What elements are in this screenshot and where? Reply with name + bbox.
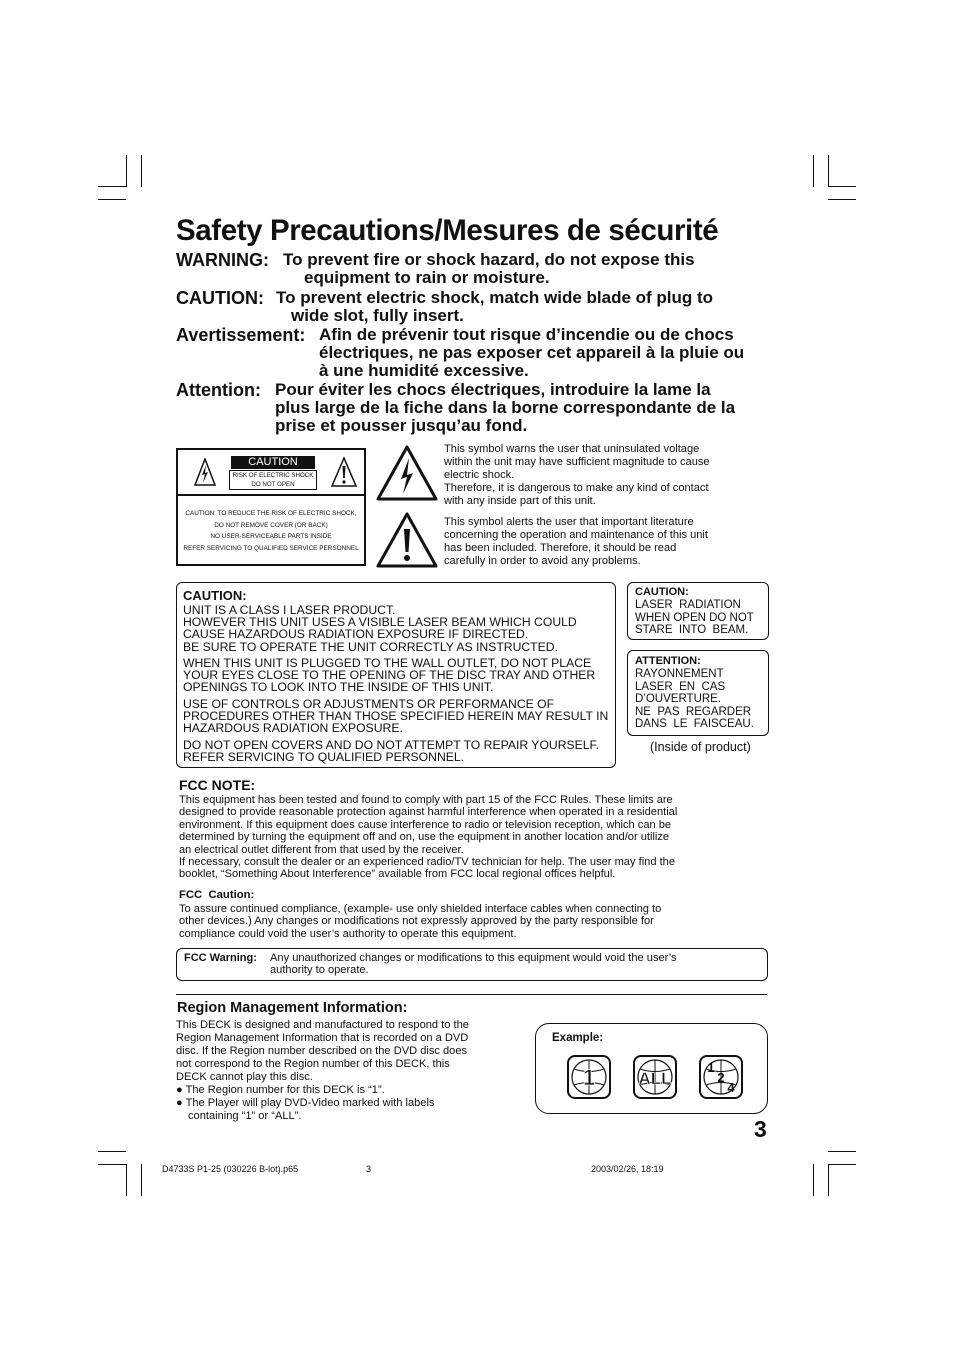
laser-line: HAZARDOUS RADIATION EXPOSURE. <box>183 721 403 736</box>
crop-mark <box>828 1164 856 1165</box>
laser-line: YOUR EYES CLOSE TO THE OPENING OF THE DISC TRAY AND OTHER <box>183 668 596 683</box>
crop-mark <box>98 1164 126 1165</box>
laser-line: USE OF CONTROLS OR ADJUSTMENTS OR PERFORMANCE OF <box>183 697 555 711</box>
region-bullet: ● The Player will play DVD-Video marked with labels <box>176 1097 435 1109</box>
lightning-description: This symbol warns the user that uninsulated voltage within the unit may have sufficient magnitude to cause electric shock. Therefore, it is dangerous to make any kind of contact with any inside part of this unit. <box>444 443 710 507</box>
crop-mark <box>828 199 856 200</box>
crop-mark <box>98 1151 126 1152</box>
crop-mark <box>126 1164 127 1196</box>
footer-page: 3 <box>366 1164 372 1174</box>
crop-mark <box>828 1151 856 1152</box>
laser-line: REFER SERVICING TO QUALIFIED PERSONNEL. <box>183 750 465 765</box>
laser-caution-heading: CAUTION: <box>183 588 247 603</box>
laser-line: WHEN THIS UNIT IS PLUGGED TO THE WALL OUTLET, DO NOT PLACE <box>183 656 592 670</box>
svg-text:4: 4 <box>727 1080 735 1095</box>
region-example-box <box>535 1023 768 1114</box>
crop-mark <box>126 155 127 187</box>
crop-mark <box>828 155 829 187</box>
footer-file: D4733S P1-25 (030226 B-lot).p65 <box>162 1164 299 1174</box>
caution-label-graphic <box>176 448 366 566</box>
example-label: Example: <box>552 1032 604 1044</box>
page-title: Safety Precautions/Mesures de sécurité <box>176 214 719 247</box>
svg-text:1: 1 <box>582 1065 596 1090</box>
crop-mark <box>98 186 126 187</box>
crop-mark <box>141 155 142 187</box>
fcc-caution-text: To assure continued compliance, (example- use only shielded interface cables when connecting to other devices.) Any changes or modifications not expressly approved by the party responsible for compliance could void the user’s authority to operate this equipment. <box>179 903 662 940</box>
fcc-warning-label: FCC Warning: <box>184 952 257 964</box>
region-bullet: ● The Region number for this DECK is “1”. <box>176 1084 385 1096</box>
warning-line: equipment to rain or moisture. <box>304 268 550 287</box>
attention-label: Attention: <box>176 380 261 400</box>
label-line: CAUTION: TO REDUCE THE RISK OF ELECTRIC SHOCK, <box>185 510 357 517</box>
risk-line: RISK OF ELECTRIC SHOCK <box>232 472 314 479</box>
avertissement-line: Afin de prévenir tout risque d’incendie ou de chocs <box>319 325 734 344</box>
warning-label: WARNING: <box>176 250 269 270</box>
attention-line: plus large de la fiche dans la borne correspondante de la <box>275 398 736 417</box>
fcc-warning-box: FCC Warning: Any unauthorized changes or modifications to this equipment would void the user’s authority to operate. <box>176 948 768 981</box>
footer-date: 2003/02/26, 18:19 <box>591 1164 664 1174</box>
inside-product-note: (Inside of product) <box>650 740 751 754</box>
caution-line: wide slot, fully insert. <box>291 306 464 325</box>
fcc-heading: FCC NOTE: <box>179 777 256 793</box>
side-caution-heading: CAUTION: <box>635 586 689 598</box>
crop-mark <box>813 155 814 187</box>
crop-mark <box>141 1164 142 1196</box>
laser-line: PROCEDURES OTHER THAN THOSE SPECIFIED HEREIN MAY RESULT IN <box>183 709 609 724</box>
exclamation-icon <box>331 457 357 487</box>
side-attention-box: ATTENTION: RAYONNEMENT LASER EN CAS D’OUVERTURE. NE PAS REGARDER DANS LE FAISCEAU. <box>627 650 769 736</box>
label-line: REFER SERVICING TO QUALIFIED SERVICE PERSONNEL <box>183 544 359 552</box>
laser-line: UNIT IS A CLASS I LASER PRODUCT. <box>183 603 396 617</box>
laser-line: OPENINGS TO LOOK INTO THE INSIDE OF THIS UNIT. <box>183 680 494 695</box>
lightning-warning-icon <box>375 444 439 502</box>
laser-line: DO NOT OPEN COVERS AND DO NOT ATTEMPT TO REPAIR YOURSELF. <box>183 738 600 752</box>
exclamation-description: This symbol alerts the user that important literature concerning the operation and maintenance of this unit has been included. Therefore, it should be read carefully in order to avoid any problems. <box>444 516 708 567</box>
warning-line: To prevent fire or shock hazard, do not expose this <box>283 250 695 269</box>
crop-mark <box>813 1164 814 1196</box>
laser-caution-box <box>176 582 616 768</box>
side-attention-heading: ATTENTION: <box>635 655 701 667</box>
region-multi-icon <box>698 1054 744 1100</box>
page-number: 3 <box>754 1116 767 1142</box>
avertissement-line: à une humidité excessive. <box>319 361 529 380</box>
laser-line: BE SURE TO OPERATE THE UNIT CORRECTLY AS INSTRUCTED. <box>183 639 558 654</box>
avertissement-line: électriques, ne pas exposer cet appareil à la pluie ou <box>319 343 745 362</box>
fcc-note: This equipment has been tested and found to comply with part 15 of the FCC Rules. These limits are designed to provide reasonable protection against harmful interference when operated in a residential environment. If this equipment does cause interference to radio or television reception, which can be determined by turning the equipment off and on, use the equipment in another location and/or utilize an electrical outlet different from that used by the receiver. If necessary, consult the dealer or an experienced radio/TV technician for help. The user may find the booklet, “Something About Interference” available from FCC local regional offices helpful. <box>179 794 678 881</box>
fcc-caution-heading: FCC Caution: <box>179 889 255 901</box>
side-caution-box: CAUTION: LASER RADIATION WHEN OPEN DO NOT STARE INTO BEAM. <box>627 582 769 640</box>
svg-text:1: 1 <box>707 1060 715 1075</box>
caution-label: CAUTION: <box>176 288 264 308</box>
crop-mark <box>828 186 856 187</box>
lightning-icon <box>194 458 216 486</box>
svg-text:2: 2 <box>717 1070 725 1085</box>
region-heading: Region Management Information: <box>177 1000 408 1016</box>
region-all-icon <box>632 1054 678 1100</box>
exclamation-warning-icon <box>375 511 439 569</box>
risk-line: DO NOT OPEN <box>251 481 295 488</box>
region-1-icon <box>566 1054 612 1100</box>
crop-mark <box>98 199 126 200</box>
crop-mark <box>828 1164 829 1196</box>
attention-line: Pour éviter les chocs électriques, introduire la lame la <box>275 380 711 399</box>
section-divider <box>176 994 767 995</box>
attention-line: prise et pousser jusqu’au fond. <box>275 416 528 435</box>
svg-text:ALL: ALL <box>638 1069 672 1088</box>
laser-line: CAUSE HAZARDOUS RADIATION EXPOSURE IF DIRECTED. <box>183 627 529 642</box>
label-line: NO USER-SERVICEABLE PARTS INSIDE <box>210 533 332 540</box>
caution-line: To prevent electric shock, match wide blade of plug to <box>276 288 714 307</box>
caution-badge: CAUTION <box>231 456 315 469</box>
label-line: DO NOT REMOVE COVER (OR BACK) <box>214 521 328 529</box>
avertissement-label: Avertissement: <box>176 325 306 345</box>
region-text: This DECK is designed and manufactured to respond to the Region Management Information that is recorded on a DVD disc. If the Region number described on the DVD disc does not correspond to the Region number of this DECK, this DECK cannot play this disc. ● The Region number for this DECK is “1”. ● The Player will play DVD-Video marked with labels containing “1” or “ALL”. <box>176 1019 469 1122</box>
laser-line: HOWEVER THIS UNIT USES A VISIBLE LASER BEAM WHICH COULD <box>183 615 577 630</box>
